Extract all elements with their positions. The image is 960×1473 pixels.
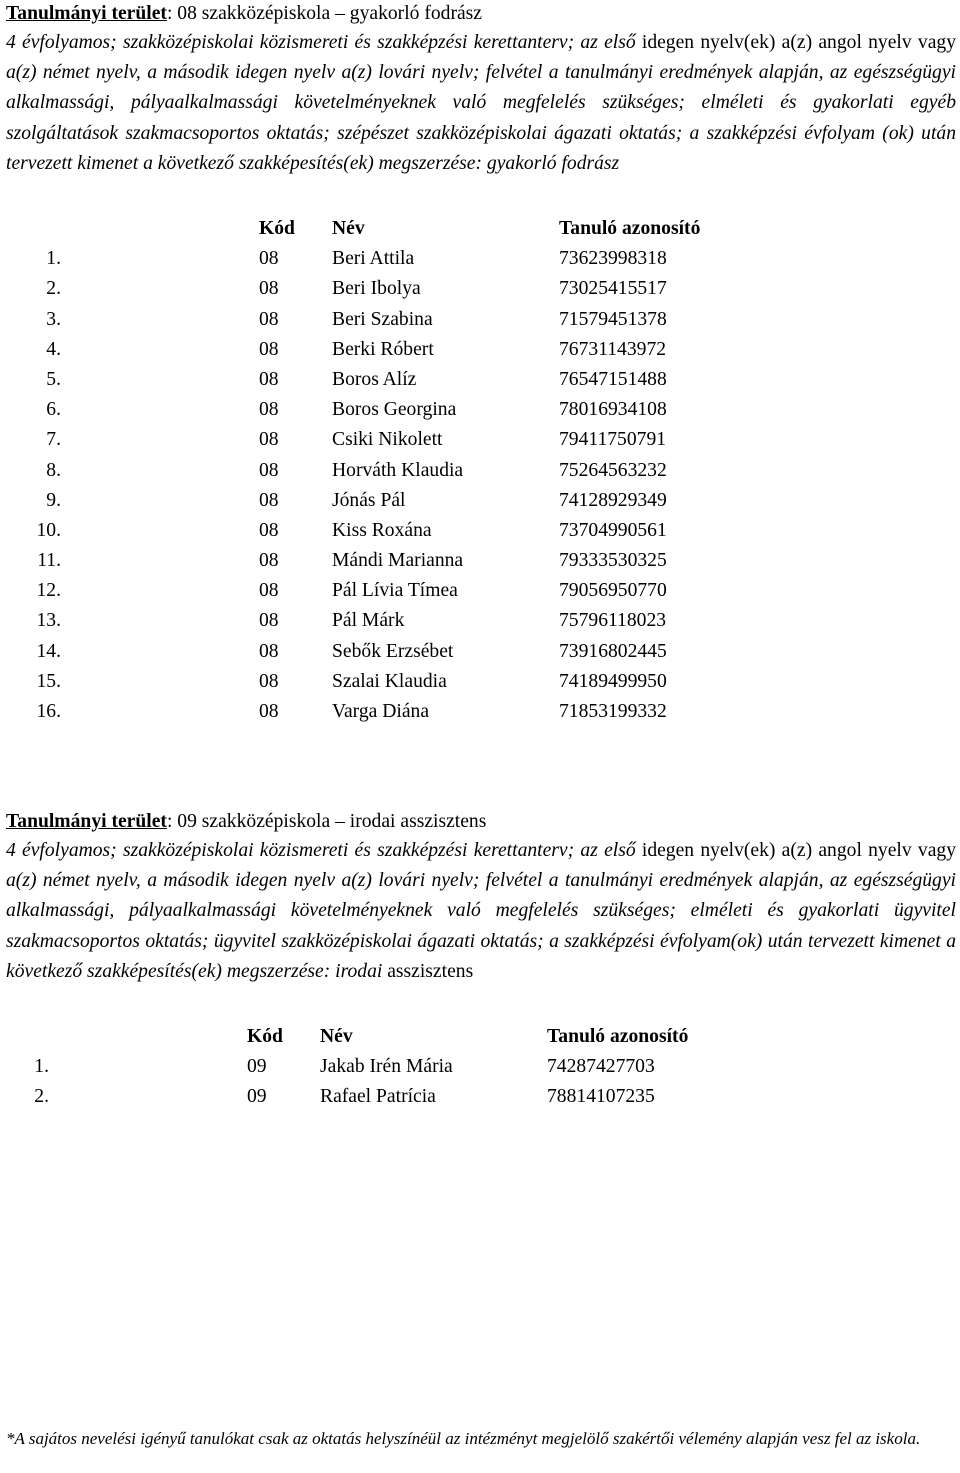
row-student-id: 79056950770 xyxy=(559,580,667,602)
row-kod: 08 xyxy=(259,308,279,330)
header-kod: Kód xyxy=(259,218,295,239)
row-student-id: 78814107235 xyxy=(547,1086,655,1108)
header-kod: Kód xyxy=(247,1026,283,1047)
row-name: Berki Róbert xyxy=(332,338,434,360)
table-row xyxy=(6,244,766,274)
row-kod: 08 xyxy=(259,338,279,360)
table-header xyxy=(6,214,766,244)
row-name: Pál Lívia Tímea xyxy=(332,580,458,602)
row-name: Sebők Erzsébet xyxy=(332,640,454,662)
table-row xyxy=(6,576,766,606)
section-title xyxy=(6,2,956,28)
row-student-id: 74287427703 xyxy=(547,1056,655,1078)
section-title-text: 09 szakközépiskola – irodai asszisztens xyxy=(177,811,487,832)
row-kod: 08 xyxy=(259,429,279,451)
row-number: 2. xyxy=(46,278,61,300)
row-name: Boros Alíz xyxy=(332,368,417,390)
desc-part: idegen nyelv(ek) a(z) angol nyelv vagy xyxy=(641,32,956,53)
section-09 xyxy=(6,808,956,1108)
row-kod: 09 xyxy=(247,1056,267,1078)
row-kod: 08 xyxy=(259,459,279,481)
row-number: 13. xyxy=(36,610,61,632)
row-student-id: 74128929349 xyxy=(559,489,667,511)
student-table xyxy=(6,214,766,727)
header-id: Tanuló azonosító xyxy=(547,1026,689,1047)
row-name: Boros Georgina xyxy=(332,399,457,421)
row-name: Mándi Marianna xyxy=(332,550,464,572)
table-row xyxy=(6,546,766,576)
table-row xyxy=(6,486,766,516)
row-number: 4. xyxy=(46,338,61,360)
row-kod: 08 xyxy=(259,519,279,541)
row-number: 5. xyxy=(46,368,61,390)
row-student-id: 73025415517 xyxy=(559,278,667,300)
row-kod: 08 xyxy=(259,640,279,662)
row-kod: 08 xyxy=(259,670,279,692)
row-student-id: 76547151488 xyxy=(559,368,667,390)
table-row xyxy=(6,456,766,486)
row-name: Rafael Patrícia xyxy=(320,1086,436,1108)
row-name: Pál Márk xyxy=(332,610,405,632)
table-row xyxy=(6,335,766,365)
section-08 xyxy=(6,0,956,722)
row-number: 3. xyxy=(46,308,61,330)
row-number: 1. xyxy=(34,1056,49,1078)
row-number: 10. xyxy=(36,519,61,541)
row-name: Jónás Pál xyxy=(332,489,406,511)
row-number: 15. xyxy=(36,670,61,692)
table-row xyxy=(6,667,766,697)
table-header xyxy=(6,1022,766,1052)
table-row xyxy=(6,274,766,304)
row-kod: 08 xyxy=(259,248,279,270)
row-name: Horváth Klaudia xyxy=(332,459,464,481)
table-row xyxy=(6,305,766,335)
desc-part: idegen nyelv(ek) a(z) angol nyelv vagy xyxy=(641,840,956,861)
row-kod: 08 xyxy=(259,399,279,421)
row-student-id: 75264563232 xyxy=(559,459,667,481)
row-number: 2. xyxy=(34,1086,49,1108)
desc-part: 4 évfolyamos; szakközépiskolai közismereti és szakképzési kerettanterv; az első xyxy=(6,32,642,53)
row-kod: 09 xyxy=(247,1086,267,1108)
section-title-sep: : xyxy=(166,811,178,832)
row-student-id: 76731143972 xyxy=(559,338,667,360)
table-row xyxy=(6,395,766,425)
header-id: Tanuló azonosító xyxy=(559,218,701,239)
row-student-id: 75796118023 xyxy=(559,610,667,632)
desc-part: asszisztens xyxy=(387,960,474,982)
table-row xyxy=(6,425,766,455)
desc-part: a(z) német nyelv, a második idegen nyelv a(z) lovári nyelv; felvétel a tanulmányi eredmények alapján, az egészségügyi alkalmassági, pályaalkalmassági követelményeknek való megfelelés szükséges; elméleti és gyakorlati ügyvitel szakmacsoportos oktatás; ügyvitel szakközépiskolai ágazati oktatás; a szakképzési évfolyam(ok) után tervezett kimenet a következő szakképesítés(ek) megszerzése: irodai xyxy=(6,870,956,982)
row-number: 7. xyxy=(46,429,61,451)
row-number: 16. xyxy=(36,701,61,722)
section-title-label: Tanulmányi terület xyxy=(6,811,167,832)
row-name: Beri Szabina xyxy=(332,308,433,330)
row-kod: 08 xyxy=(259,701,279,722)
row-kod: 08 xyxy=(259,368,279,390)
desc-part: a(z) német nyelv, a második idegen nyelv a(z) lovári nyelv; felvétel a tanulmányi eredmények alapján, az egészségügyi alkalmassági, pályaalkalmassági követelményeknek való megfelelés szükséges; elméleti és gyakorlati egyéb szolgáltatások szakmacsoportos oktatás; szépészet szakközépiskolai ágazati oktatás; a szakképzési évfolyam (ok) után tervezett kimenet a következő szakképesítés(ek) megszerzése: gyakorló fodrász xyxy=(6,62,956,174)
row-name: Beri Ibolya xyxy=(332,278,421,300)
footnote: *A sajátos nevelési igényű tanulókat csak az oktatás helyszínéül az intézményt megjelölő szakértői vélemény alapján vesz fel az iskola. xyxy=(6,1429,921,1448)
row-student-id: 73704990561 xyxy=(559,519,667,541)
table-row xyxy=(6,365,766,395)
section-title-text: 08 szakközépiskola – gyakorló fodrász xyxy=(177,3,482,24)
row-kod: 08 xyxy=(259,550,279,572)
row-kod: 08 xyxy=(259,489,279,511)
section-title xyxy=(6,810,956,836)
row-kod: 08 xyxy=(259,610,279,632)
row-number: 14. xyxy=(36,640,61,662)
header-nev: Név xyxy=(320,1026,353,1047)
row-student-id: 79333530325 xyxy=(559,550,667,572)
desc-part: 4 évfolyamos; szakközépiskolai közismereti és szakképzési kerettanterv; az első xyxy=(6,840,642,861)
header-nev: Név xyxy=(332,218,365,239)
row-name: Beri Attila xyxy=(332,248,415,270)
section-description xyxy=(6,28,956,179)
row-name: Jakab Irén Mária xyxy=(320,1056,453,1078)
row-name: Szalai Klaudia xyxy=(332,670,447,692)
row-number: 1. xyxy=(46,248,61,270)
row-student-id: 73623998318 xyxy=(559,248,667,270)
section-title-label: Tanulmányi terület xyxy=(6,3,167,24)
row-name: Varga Diána xyxy=(332,701,430,722)
row-kod: 08 xyxy=(259,278,279,300)
row-number: 6. xyxy=(46,399,61,421)
row-number: 11. xyxy=(37,550,61,572)
row-student-id: 73916802445 xyxy=(559,640,667,662)
row-student-id: 74189499950 xyxy=(559,670,667,692)
table-row xyxy=(6,516,766,546)
row-student-id: 71579451378 xyxy=(559,308,667,330)
table-row xyxy=(6,637,766,667)
row-number: 12. xyxy=(36,580,61,602)
table-row xyxy=(6,697,766,727)
row-number: 8. xyxy=(46,459,61,481)
row-student-id: 71853199332 xyxy=(559,701,667,722)
section-description xyxy=(6,836,956,987)
section-title-sep: : xyxy=(166,3,178,24)
row-number: 9. xyxy=(46,489,61,511)
row-name: Csiki Nikolett xyxy=(332,429,443,451)
table-row xyxy=(6,1082,766,1112)
table-row xyxy=(6,1052,766,1082)
table-row xyxy=(6,606,766,636)
row-student-id: 78016934108 xyxy=(559,399,667,421)
row-name: Kiss Roxána xyxy=(332,519,432,541)
student-table xyxy=(6,1022,766,1113)
row-kod: 08 xyxy=(259,580,279,602)
row-student-id: 79411750791 xyxy=(559,429,667,451)
